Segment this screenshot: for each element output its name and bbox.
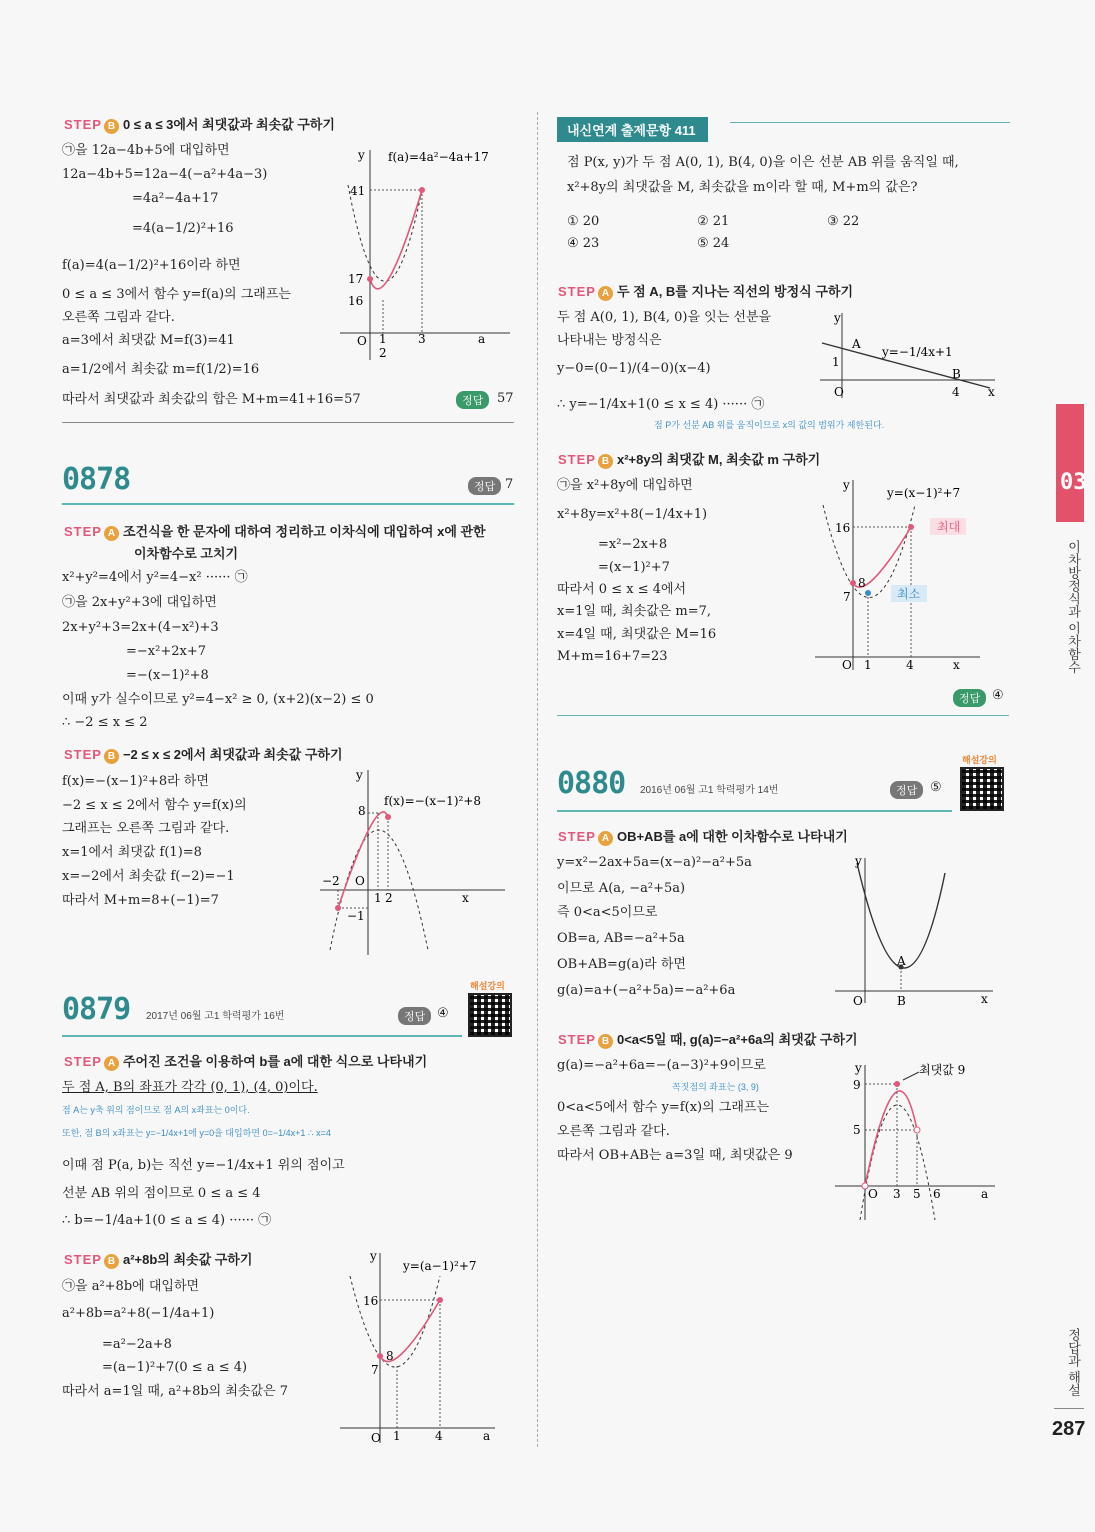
text-line: 2x+y²+3=2x+(4−x²)+3	[62, 620, 219, 635]
text-line: g(a)=a+(−a²+5a)=−a²+6a	[557, 983, 736, 998]
svg-text:y: y	[843, 478, 850, 492]
step-b-heading-0880: STEP B 0<a<5일 때, g(a)=−a²+6a의 최댓값 구하기	[558, 1032, 858, 1047]
text-line: =(a−1)²+7(0 ≤ a ≤ 4)	[102, 1360, 248, 1375]
text-line: x=1일 때, 최솟값은 m=7,	[557, 604, 711, 619]
answer-badge: 정답	[456, 391, 489, 409]
svg-text:3: 3	[418, 332, 426, 346]
text-line: 오른쪽 그림과 같다.	[557, 1124, 670, 1139]
answer-value: ⑤	[930, 780, 942, 795]
problem-number-0880: 0880	[557, 766, 626, 801]
svg-text:2: 2	[385, 891, 393, 905]
svg-text:최대: 최대	[937, 520, 961, 534]
svg-text:a: a	[483, 1429, 491, 1443]
choice-2: ② 21	[697, 214, 730, 229]
text-line: a=1/2에서 최솟값 m=f(1/2)=16	[62, 362, 260, 377]
svg-text:a: a	[981, 1187, 989, 1201]
svg-text:4: 4	[952, 385, 960, 399]
svg-text:최소: 최소	[897, 587, 921, 601]
svg-text:9: 9	[853, 1078, 861, 1092]
text-line: a=3에서 최댓값 M=f(3)=41	[62, 333, 235, 348]
choice-4: ④ 23	[567, 236, 600, 251]
note: 점 A는 y축 위의 점이므로 점 A의 x좌표는 0이다.	[62, 1105, 250, 1115]
svg-text:4: 4	[435, 1429, 443, 1443]
text-line: 따라서 0 ≤ x ≤ 4에서	[557, 582, 687, 597]
svg-text:16: 16	[835, 521, 851, 535]
answer-badge: 정답	[890, 781, 923, 799]
text-line: 따라서 a=1일 때, a²+8b의 최솟값은 7	[62, 1384, 289, 1399]
graph-func: f(a)=4a²−4a+17	[388, 150, 489, 164]
text-line: ㉠을 12a−4b+5에 대입하면	[62, 143, 230, 158]
text-line: x=4일 때, 최댓값은 M=16	[557, 627, 717, 642]
divider	[62, 503, 514, 505]
text-line: x=−2에서 최솟값 f(−2)=−1	[62, 869, 235, 884]
text-line: =a²−2a+8	[102, 1337, 172, 1352]
text-line: OB+AB=g(a)라 하면	[557, 957, 686, 972]
answer-value: 57	[497, 391, 514, 406]
step-a-heading-0878: STEP A 조건식을 한 문자에 대하여 정리하고 이차식에 대입하여 x에 관한	[64, 524, 486, 539]
graph-0877	[330, 145, 520, 365]
svg-text:4: 4	[906, 658, 914, 672]
svg-text:O: O	[853, 994, 863, 1008]
svg-text:16: 16	[348, 294, 364, 308]
svg-text:1: 1	[374, 891, 382, 905]
svg-text:41: 41	[350, 184, 366, 198]
svg-text:O: O	[357, 334, 367, 348]
text-line: =4a²−4a+17	[132, 191, 219, 206]
answer-value: ④	[437, 1006, 449, 1021]
text-line: ∴ −2 ≤ x ≤ 2	[62, 715, 148, 730]
text-line: 따라서 OB+AB는 a=3일 때, 최댓값은 9	[557, 1148, 793, 1163]
problem-source: 2016년 06월 고1 학력평가 14번	[640, 785, 779, 796]
step-a-heading-cont: 이차함수로 고치기	[134, 546, 239, 561]
svg-text:x: x	[981, 992, 988, 1006]
svg-text:8: 8	[386, 1349, 394, 1363]
text-line: 선분 AB 위의 점이므로 0 ≤ a ≤ 4	[62, 1186, 261, 1201]
text-line: f(a)=4(a−1/2)²+16이라 하면	[62, 258, 241, 273]
text-line: OB=a, AB=−a²+5a	[557, 931, 685, 946]
divider	[557, 715, 1009, 716]
svg-text:A: A	[852, 337, 861, 351]
text-line: ㉠을 x²+8y에 대입하면	[557, 478, 693, 493]
svg-text:O: O	[355, 874, 365, 888]
text-line: =x²−2x+8	[598, 537, 668, 552]
note: 꼭짓점의 좌표는 (3, 9)	[672, 1082, 759, 1092]
question-line: x²+8y의 최댓값을 M, 최솟값을 m이라 할 때, M+m의 값은?	[567, 180, 918, 195]
svg-text:A: A	[897, 954, 906, 968]
text-line: =4(a−1/2)²+16	[132, 221, 234, 236]
text-line: =−(x−1)²+8	[126, 668, 209, 683]
page-rule	[1054, 1408, 1084, 1409]
question-line: 점 P(x, y)가 두 점 A(0, 1), B(4, 0)을 이은 선분 AB 위를 움직일 때,	[567, 155, 959, 170]
svg-text:8: 8	[858, 576, 866, 590]
chapter-number: 03	[1060, 470, 1087, 495]
text-line: 오른쪽 그림과 같다.	[62, 310, 175, 325]
svg-text:최댓값 9: 최댓값 9	[919, 1063, 966, 1077]
problem-number-0879: 0879	[62, 992, 131, 1027]
text-line: 그래프는 오른쪽 그림과 같다.	[62, 821, 230, 836]
note: 점 P가 선분 AB 위를 움직이므로 x의 값의 범위가 제한된다.	[654, 420, 885, 430]
step-a-heading-0879: STEP A 주어진 조건을 이용하여 b를 a에 대한 식으로 나타내기	[64, 1054, 428, 1069]
svg-text:−1: −1	[347, 909, 365, 923]
chapter-title: 이차방정식과 이차함수	[1066, 540, 1081, 674]
text-line: 0<a<5에서 함수 y=f(x)의 그래프는	[557, 1100, 770, 1115]
answer-value: ④	[992, 688, 1004, 703]
svg-text:2: 2	[379, 346, 387, 360]
problem-source: 2017년 06월 고1 학력평가 16번	[146, 1011, 285, 1022]
page-number: 287	[1052, 1418, 1086, 1440]
svg-text:O: O	[371, 1431, 381, 1445]
text-line: g(a)=−a²+6a=−(a−3)²+9이므로	[557, 1058, 766, 1073]
text-line: 0 ≤ a ≤ 3에서 함수 y=f(a)의 그래프는	[62, 287, 291, 302]
svg-text:y: y	[356, 768, 363, 782]
text-line: 나타내는 방정식은	[557, 333, 662, 348]
svg-text:x: x	[462, 891, 469, 905]
step-a-heading-411: STEP A 두 점 A, B를 지나는 직선의 방정식 구하기	[558, 284, 854, 299]
answer-value: 7	[505, 477, 514, 492]
text-line: 이때 y가 실수이므로 y²=4−x² ≥ 0, (x+2)(x−2) ≤ 0	[62, 692, 374, 707]
svg-text:5: 5	[853, 1123, 861, 1137]
svg-text:6: 6	[933, 1187, 941, 1201]
svg-text:5: 5	[913, 1187, 921, 1201]
graph-411-parabola	[805, 475, 995, 675]
choice-3: ③ 22	[827, 214, 860, 229]
svg-text:3: 3	[893, 1187, 901, 1201]
text-line: ∴ y=−1/4x+1(0 ≤ x ≤ 4) ······ ㉠	[557, 397, 765, 412]
step-b-heading-0877: STEP B 0 ≤ a ≤ 3에서 최댓값과 최솟값 구하기	[64, 117, 335, 132]
svg-text:1: 1	[864, 658, 872, 672]
graph-0880-a	[835, 853, 1000, 1008]
lecture-label: 해설강의	[962, 755, 997, 765]
svg-text:B: B	[952, 367, 961, 381]
text-line: 12a−4b+5=12a−4(−a²+4a−3)	[62, 167, 268, 182]
answer-badge: 정답	[398, 1007, 431, 1025]
step-a-heading-0880: STEP A OB+AB를 a에 대한 이차함수로 나타내기	[558, 829, 848, 844]
text-line: x²+8y=x²+8(−1/4x+1)	[557, 507, 708, 522]
divider	[557, 810, 952, 812]
text-line: 두 점 A, B의 좌표가 각각 (0, 1), (4, 0)이다.	[62, 1080, 318, 1095]
svg-text:O: O	[868, 1187, 878, 1201]
text-line: y−0=(0−1)/(4−0)(x−4)	[557, 361, 711, 376]
svg-text:y=(x−1)²+7: y=(x−1)²+7	[887, 486, 961, 500]
svg-text:O: O	[834, 385, 844, 399]
text-line: =−x²+2x+7	[126, 644, 206, 659]
svg-text:y: y	[855, 1061, 862, 1075]
text-line: M+m=16+7=23	[557, 649, 668, 664]
text-line: x=1에서 최댓값 f(1)=8	[62, 845, 202, 860]
naesin-tag: 내신연계 출제문항 411	[557, 117, 708, 142]
step-b-heading-0879: STEP B a²+8b의 최솟값 구하기	[64, 1252, 253, 1267]
column-divider	[537, 112, 538, 1447]
svg-text:1: 1	[832, 355, 840, 369]
svg-text:8: 8	[358, 804, 366, 818]
svg-text:1: 1	[379, 332, 387, 346]
qr-code[interactable]	[468, 993, 512, 1037]
lecture-label: 해설강의	[470, 981, 505, 991]
text-line: 따라서 M+m=8+(−1)=7	[62, 893, 219, 908]
step-b-heading-411: STEP B x²+8y의 최댓값 M, 최솟값 m 구하기	[558, 452, 821, 467]
text-line: ㉠을 a²+8b에 대입하면	[62, 1279, 200, 1294]
graph-0879	[335, 1248, 505, 1448]
step-b-heading-0878: STEP B −2 ≤ x ≤ 2에서 최댓값과 최솟값 구하기	[64, 747, 343, 762]
svg-text:y: y	[855, 854, 862, 868]
text-line: 이므로 A(a, −a²+5a)	[557, 881, 686, 896]
svg-text:16: 16	[363, 1294, 379, 1308]
choice-1: ① 20	[567, 214, 600, 229]
section-label: 정답과 해설	[1066, 1328, 1081, 1397]
svg-text:y: y	[834, 311, 841, 325]
svg-text:−2: −2	[322, 874, 340, 888]
svg-text:y: y	[370, 1249, 377, 1263]
choice-5: ⑤ 24	[697, 236, 730, 251]
text-line: x²+y²=4에서 y²=4−x² ······ ㉠	[62, 570, 248, 585]
text-line: ∴ b=−1/4a+1(0 ≤ a ≤ 4) ······ ㉠	[62, 1213, 272, 1228]
graph-0878	[300, 765, 515, 960]
text-line: y=x²−2ax+5a=(x−a)²−a²+5a	[557, 855, 752, 870]
text-line: 따라서 최댓값과 최솟값의 합은 M+m=41+16=57	[62, 392, 361, 407]
graph-0880-b	[835, 1060, 1005, 1225]
svg-text:17: 17	[348, 272, 364, 286]
svg-text:x: x	[988, 385, 995, 399]
answer-badge: 정답	[468, 477, 501, 495]
svg-text:x: x	[953, 658, 960, 672]
svg-text:y=−1/4x+1: y=−1/4x+1	[882, 345, 953, 359]
text-line: 즉 0<a<5이므로	[557, 905, 658, 920]
text-line: =(x−1)²+7	[598, 560, 670, 575]
text-line: ㉠을 2x+y²+3에 대입하면	[62, 595, 217, 610]
divider	[62, 1035, 462, 1037]
svg-text:7: 7	[371, 1363, 379, 1377]
text-line: f(x)=−(x−1)²+8라 하면	[62, 774, 209, 789]
answer-badge: 정답	[953, 689, 986, 707]
graph-label: y	[358, 148, 365, 162]
svg-text:O: O	[842, 658, 852, 672]
graph-411-line	[820, 308, 1000, 403]
text-line: 두 점 A(0, 1), B(4, 0)을 잇는 선분을	[557, 310, 772, 325]
svg-text:7: 7	[843, 590, 851, 604]
svg-text:a: a	[478, 332, 486, 346]
text-line: −2 ≤ x ≤ 2에서 함수 y=f(x)의	[62, 798, 247, 813]
chapter-tab[interactable]	[1056, 404, 1084, 522]
svg-text:y=(a−1)²+7: y=(a−1)²+7	[403, 1259, 477, 1273]
divider	[62, 422, 514, 423]
svg-text:f(x)=−(x−1)²+8: f(x)=−(x−1)²+8	[384, 794, 482, 808]
problem-number-0878: 0878	[62, 462, 131, 497]
svg-text:B: B	[897, 994, 906, 1008]
text-line: 이때 점 P(a, b)는 직선 y=−1/4x+1 위의 점이고	[62, 1158, 345, 1173]
note: 또한, 점 B의 x좌표는 y=−1/4x+1에 y=0을 대입하면 0=−1/4x+1 ∴ x=4	[62, 1128, 331, 1138]
divider	[730, 122, 1010, 123]
qr-code[interactable]	[960, 767, 1004, 811]
svg-text:1: 1	[393, 1429, 401, 1443]
text-line: a²+8b=a²+8(−1/4a+1)	[62, 1306, 215, 1321]
